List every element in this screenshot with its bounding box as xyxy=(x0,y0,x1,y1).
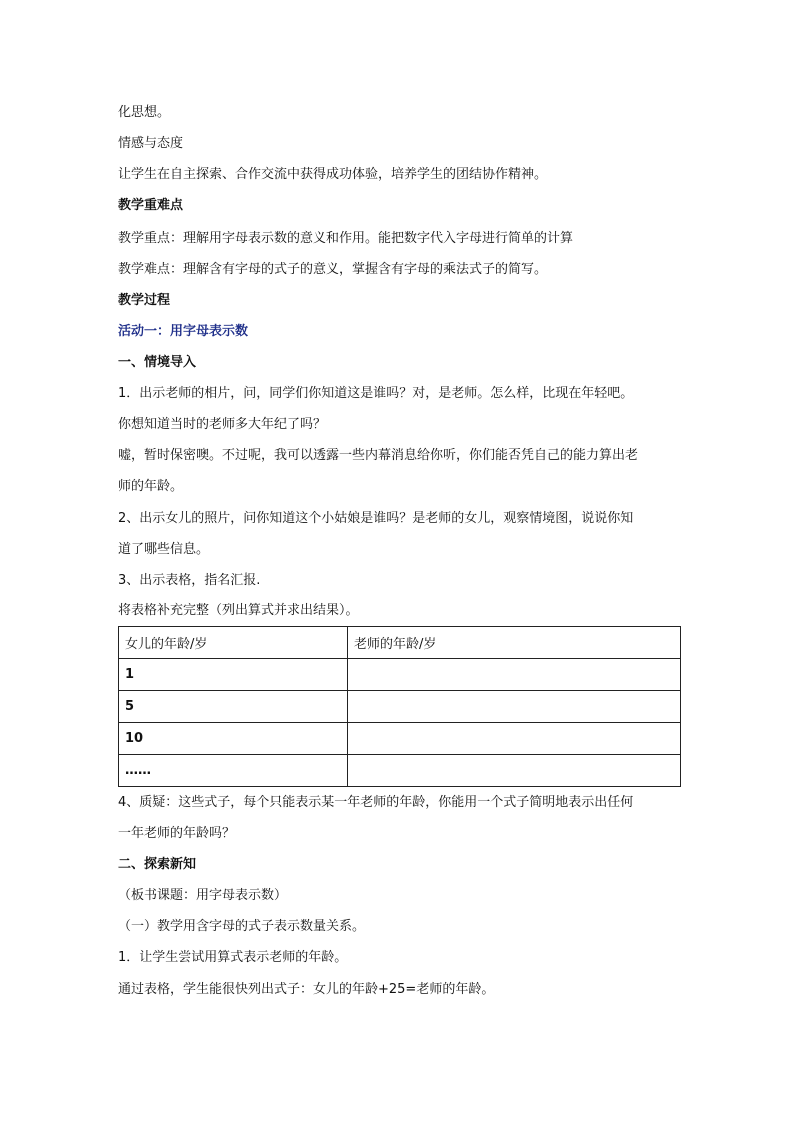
table-cell xyxy=(348,691,681,723)
table-row xyxy=(119,755,681,787)
text-line: 教学难点：理解含有字母的式子的意义，掌握含有字母的乘法式子的简写。 xyxy=(118,262,548,277)
text-line: （一）教学用含字母的式子表示数量关系。 xyxy=(118,919,366,934)
table-cell xyxy=(348,723,681,755)
table-header-cell: 老师的年龄/岁 xyxy=(348,627,681,659)
table-row xyxy=(119,659,681,691)
section-heading: 情感与态度 xyxy=(118,136,184,151)
text-line: 通过表格，学生能很快列出式子：女儿的年龄+25=老师的年龄。 xyxy=(118,982,495,997)
text-line: 3、出示表格，指名汇报. xyxy=(118,573,261,588)
table-cell: 1 xyxy=(119,659,348,691)
activity-heading: 活动一：用字母表示数 xyxy=(118,324,249,339)
table-cell xyxy=(348,755,681,787)
text-line: 师的年龄。 xyxy=(118,479,184,494)
table-cell: 5 xyxy=(119,691,348,723)
table-row xyxy=(119,723,681,755)
text-line: 4、质疑：这些式子，每个只能表示某一年老师的年龄，你能用一个式子简明地表示出任何 xyxy=(118,795,634,810)
table-cell xyxy=(348,659,681,691)
section-heading: 教学过程 xyxy=(118,293,171,308)
table-header-row xyxy=(119,627,681,659)
text-line: 将表格补充完整（列出算式并求出结果）。 xyxy=(118,603,359,618)
text-line: 教学重点：理解用字母表示数的意义和作用。能把数字代入字母进行简单的计算 xyxy=(118,231,574,246)
section-heading: 二、探索新知 xyxy=(118,857,197,872)
text-line: 1．让学生尝试用算式表示老师的年龄。 xyxy=(118,950,348,965)
text-line: 你想知道当时的老师多大年纪了吗？ xyxy=(118,417,327,432)
table-row xyxy=(119,691,681,723)
text-line: 道了哪些信息。 xyxy=(118,542,210,557)
section-heading: 教学重难点 xyxy=(118,198,184,213)
text-line: 让学生在自主探索、合作交流中获得成功体验，培养学生的团结协作精神。 xyxy=(118,167,548,182)
age-table xyxy=(118,626,681,787)
text-line: 2、出示女儿的照片，问你知道这个小姑娘是谁吗？是老师的女儿，观察情境图，说说你知 xyxy=(118,511,634,526)
section-heading: 一、情境导入 xyxy=(118,355,197,370)
text-line: 化思想。 xyxy=(118,105,171,120)
text-line: 嘘，暂时保密噢。不过呢，我可以透露一些内幕消息给你听，你们能否凭自己的能力算出老 xyxy=(118,448,639,463)
text-line: （板书课题：用字母表示数） xyxy=(118,888,288,903)
table-cell: …… xyxy=(119,755,348,787)
text-line: 1．出示老师的相片，问，同学们你知道这是谁吗？对，是老师。怎么样，比现在年轻吧。 xyxy=(118,386,634,401)
table-header-cell: 女儿的年龄/岁 xyxy=(119,627,348,659)
table-cell: 10 xyxy=(119,723,348,755)
text-line: 一年老师的年龄吗？ xyxy=(118,826,236,841)
